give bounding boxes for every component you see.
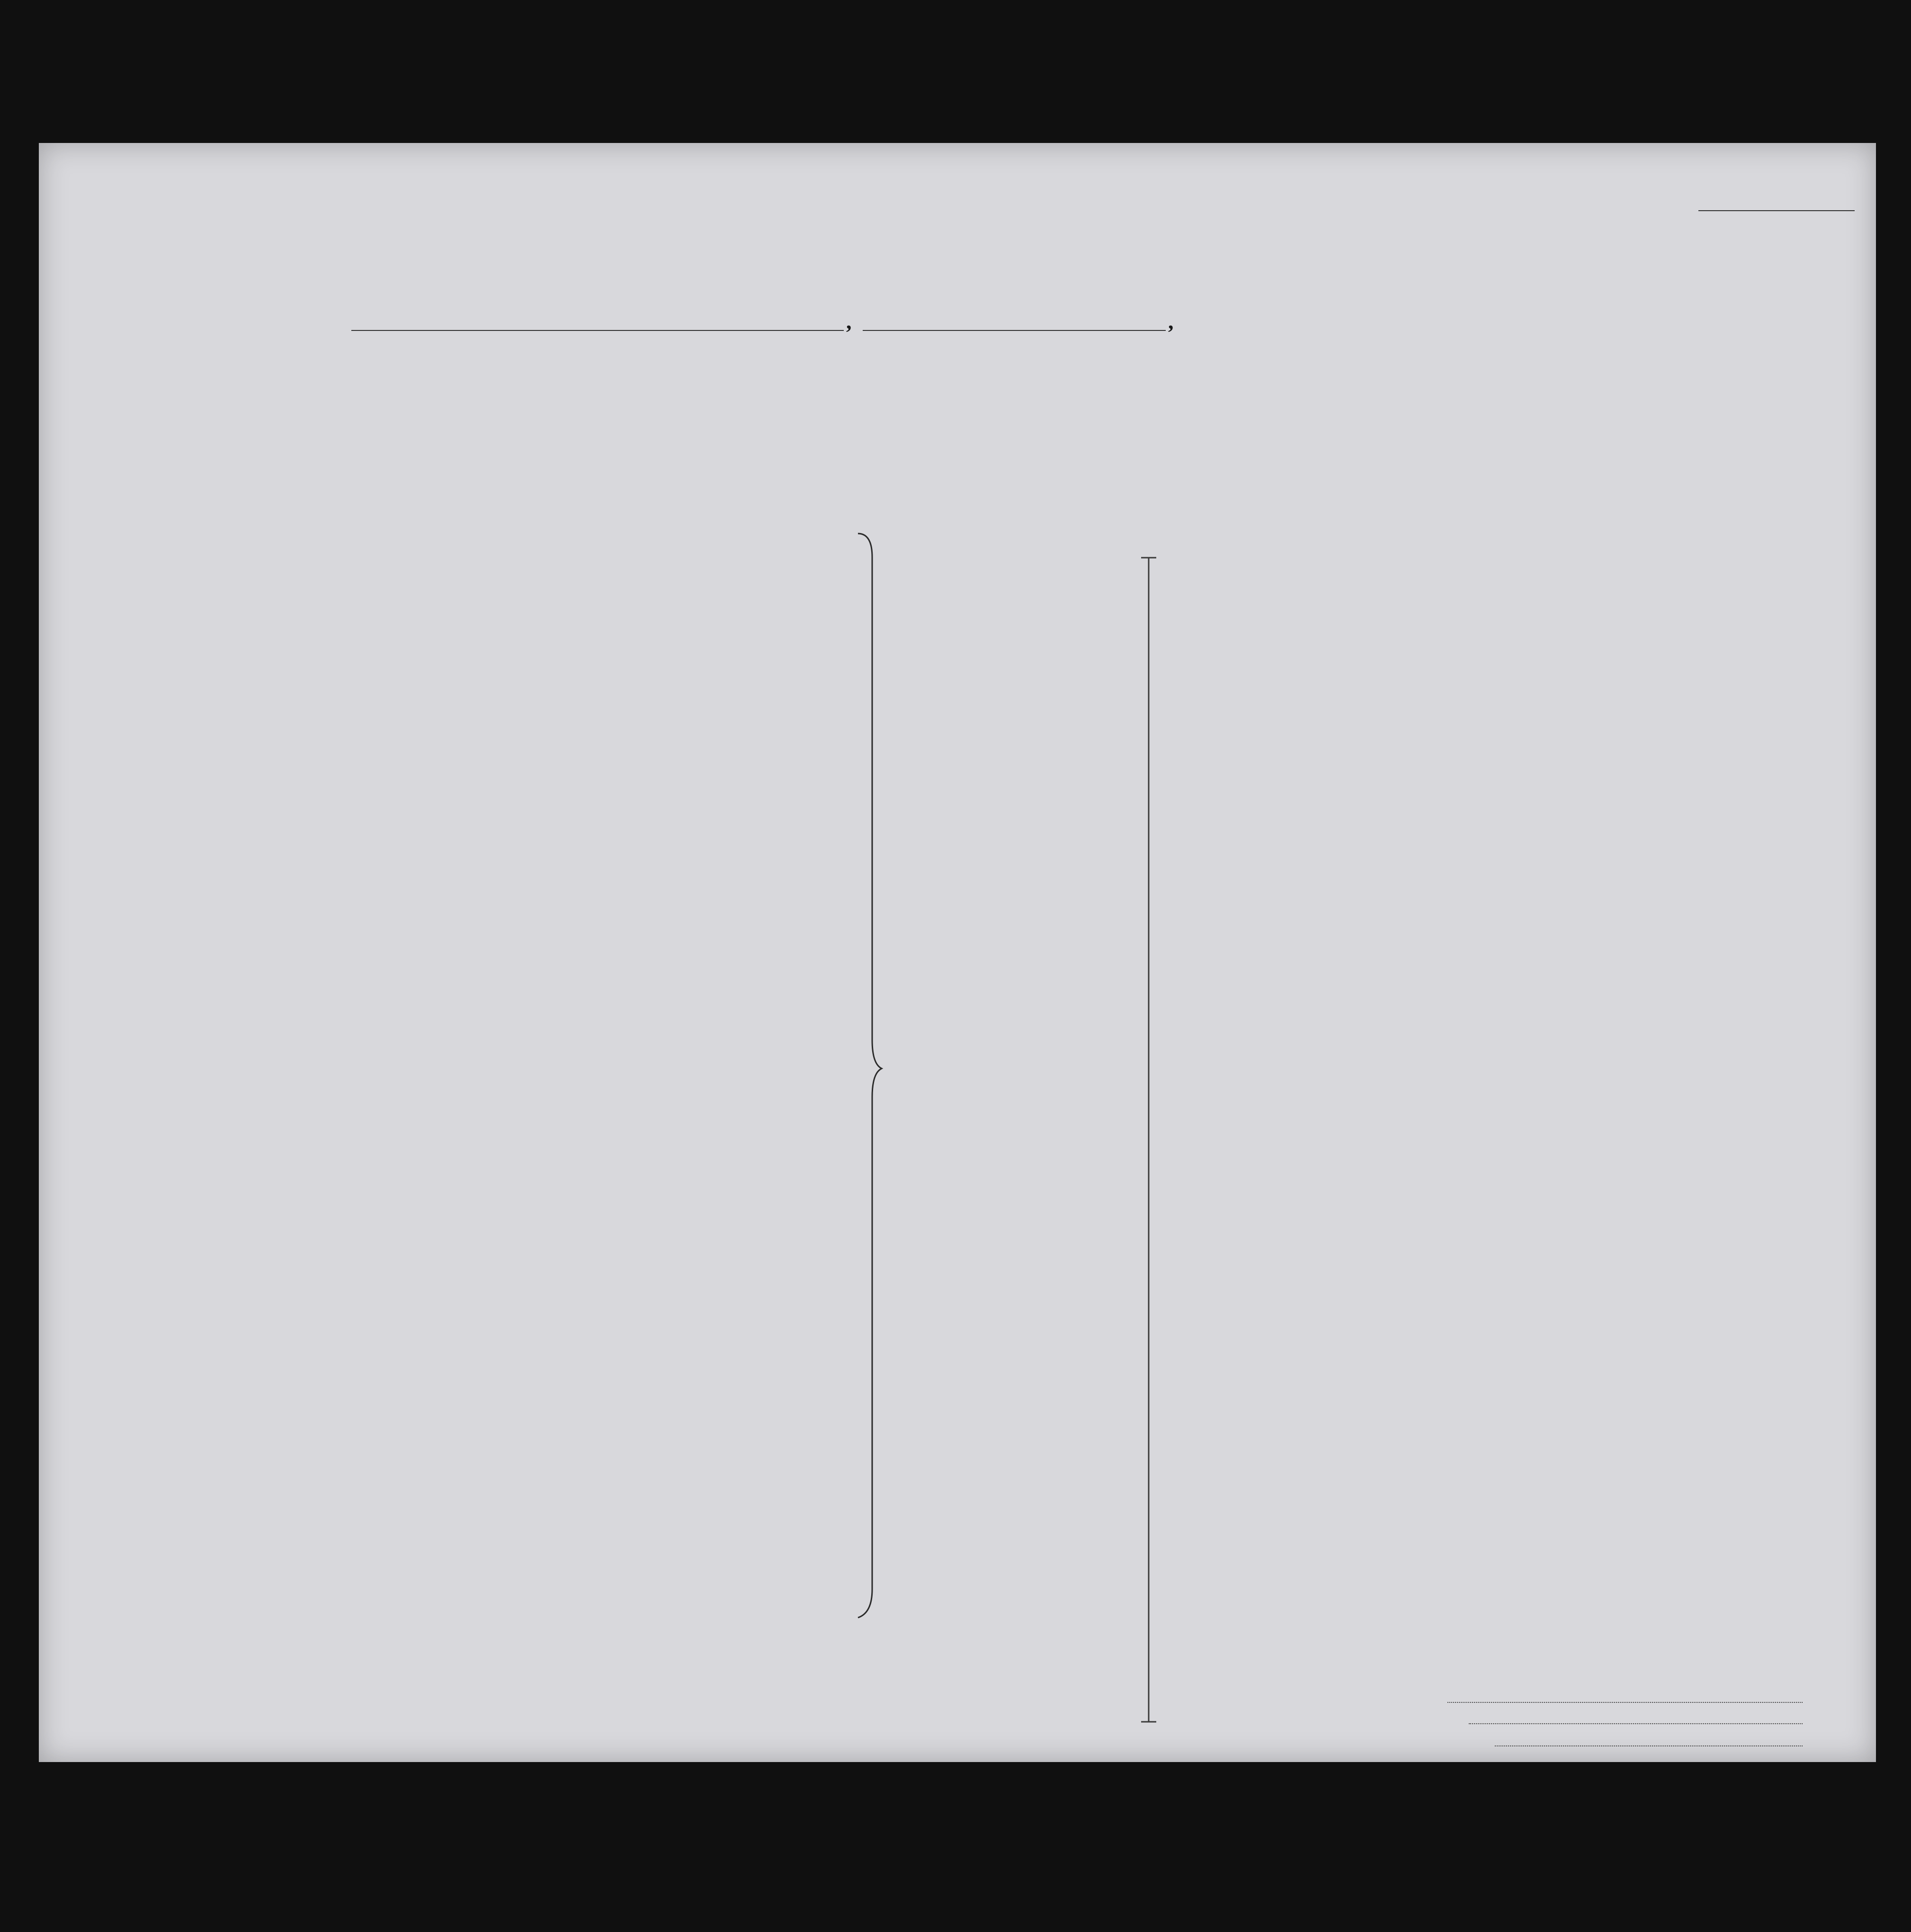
header-purpose-citizen [1178,418,1206,512]
line-field[interactable] [1447,1702,1803,1703]
header-purpose-return [1116,418,1142,512]
header-possession-50 [673,389,697,512]
header-ticket [553,394,576,512]
manifest-sheet [39,143,1876,1762]
table-grid [39,143,1876,1762]
header-feet [1560,465,1583,512]
owners-field[interactable] [1469,1723,1803,1724]
comma: , [846,309,852,333]
header-overthrow [1305,396,1348,515]
agents-field[interactable] [1495,1745,1803,1746]
header-excluded [1393,396,1412,515]
header-labor-offer [1360,396,1388,515]
purpose-ditto-line [1128,550,1166,1762]
header-prison [1217,396,1245,515]
header-purpose-length [1147,418,1173,512]
header-polygamist [1249,399,1268,512]
comma: , [1168,309,1174,333]
header-anarchist [1272,399,1291,512]
header-inches [1586,465,1610,512]
header-arrested [1417,396,1436,515]
destination-brace [853,529,896,1632]
